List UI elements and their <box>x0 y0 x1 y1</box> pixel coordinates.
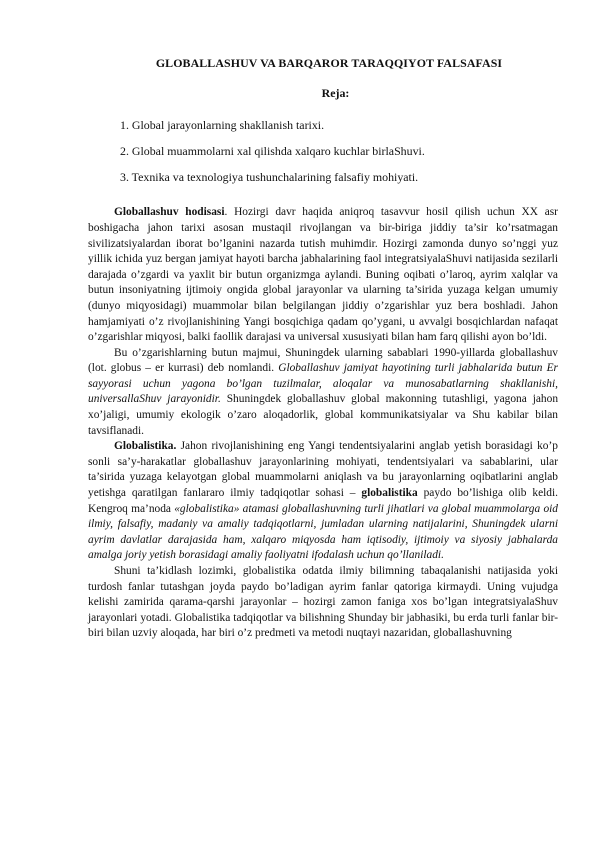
page-title: GLOBALLASHUV VA BARQAROR TARAQQIYOT FALSAFASI <box>155 56 503 70</box>
paragraph-text: paydo bo’lishiga olib keldi. Kengroq ma’noda <box>88 487 558 515</box>
paragraph-text: . Hozirgi davr haqida aniqroq tasavvur hosil qilish uchun XX asr boshigacha jahon tarixi asosan mustaqil rivojlangan va bir-biriga jiddiy ta’sir ko’rsatmagan sivilizatsiyalardan iborat bo’lganini nazarda tutish muhimdir. Hozirgi zamonda dunyo so’nggi yuz yillik ichida yuz bergan jamiyat hayoti barcha jabhalarining faol integratsiyalaShuvi natijasida sezilarli darajada o’zgardi va yaxlit bir butun organizmga aylandi. Buning oqibati o’laroq, ayrim xalqlar va butun insoniyatning ijtimoiy ongida global jarayonlar va ularning ta’sirida yuzaga kelgan umumiy (dunyo miqyosidagi) muammolar bilan belgilangan jiddiy o’zgarishlar yuz bera boshladi. Jahon hamjamiyati o’z rivojlanishining Yangi bosqichiga qadam qo’ygani, u avvalgi bosqichlardan nafaqat o’zgarishlar miqyosi, balki faollik darajasi va universal xususiyati bilan ham farq qilishi ayon bo’ldi. <box>88 206 558 344</box>
plan-item: 2. Global muammolarni xal qilishda xalqaro kuchlar birlaShuvi. <box>120 143 425 158</box>
plan-item: 3. Texnika va texnologiya tushunchalarining falsafiy mohiyati. <box>120 169 419 184</box>
paragraph-text: Shuningdek globallashuv global makonning tutashligi, yagona jahon xo’jaligi, umumiy ekologik o’zaro aloqadorlik, global kommunikatsiyalar va Shu kabilar bilan tavsiflanadi. <box>88 393 559 437</box>
plan-heading: Reja: <box>321 85 350 100</box>
term-bold: Globallashuv hodisasi <box>114 206 225 219</box>
paragraph-text: Bu o’zgarishlarning butun majmui, Shuningdek ularning sabablari 1990-yillarda globallashuv (lot. globus – er kurrasi) deb nomlandi. <box>88 346 558 375</box>
paragraph-globalistika <box>88 439 558 564</box>
paragraph-globalistika-notes <box>88 564 558 642</box>
paragraph-text: Jahon rivojlanishining eng Yangi tendentsiyalarini anglab yetish borasidagi ko’p sonli sa’y-harakatlar globallashuv jarayonlarining mohiyati, tendentsiyalari va sabablarini, ular ta’sirida yuzaga kelayotgan global muammolarni aniqlash va bu jarayonlarning oqibatlarini anglab yetishga qaratilgan fanlararo ilmiy tadqiqotlar sohasi – <box>88 440 558 500</box>
term-bold: globalistika <box>361 487 418 500</box>
definition-italic: Globallashuv jamiyat hayotining turli jabhalarida butun Er sayyorasi uchun yagona bo’lgan tuzilmalar, aloqalar va munosabatlarning shakllanishi, universallaShuv jarayonidir. <box>88 362 558 406</box>
document-page <box>88 56 558 642</box>
plan-item: 1. Global jarayonlarning shakllanish tarixi. <box>120 118 325 133</box>
term-bold: Globalistika. <box>114 440 177 453</box>
paragraph-text: Shuni ta’kidlash lozimki, globalistika odatda ilmiy bilimning tabaqalanishi natijasida yoki turdosh fanlar tutashgan joyda paydo bo’ladigan ayrim fanlar qatoriga kirmaydi. Uning vujudga kelishi zamirida qarama-qarshi jarayonlar – hozirgi zamon faniga xos bo’lgan integratsiyalaShuv jarayonlari yotadi. Globalistika tadqiqotlar va bilishning Shunday bir jabhasiki, bu erda turli fanlar bir-biri bilan uzviy aloqada, har biri o’z predmeti va metodi nuqtayi nazaridan, globallashuvning <box>88 565 558 640</box>
paragraph-globallashuv-hodisasi <box>88 205 558 345</box>
definition-italic: «globalistika» atamasi globallashuvning turli jihatlari va global muammolarga oid ilmiy, falsafiy, madaniy va amaliy tadqiqotlarni, jumladan ularning natijalarini, Shuningdek ularni ayrim davlatlar darajasida ham, xalqaro miqyosda ham iqtisodiy, ijtimoiy va siyosiy jabhalarda amalga joriy yetish borasidagi amaliy faoliyatni ifodalash uchun qo’llaniladi. <box>88 502 558 562</box>
paragraph-globallashuv-definition <box>88 346 558 440</box>
plan-list <box>88 118 558 185</box>
